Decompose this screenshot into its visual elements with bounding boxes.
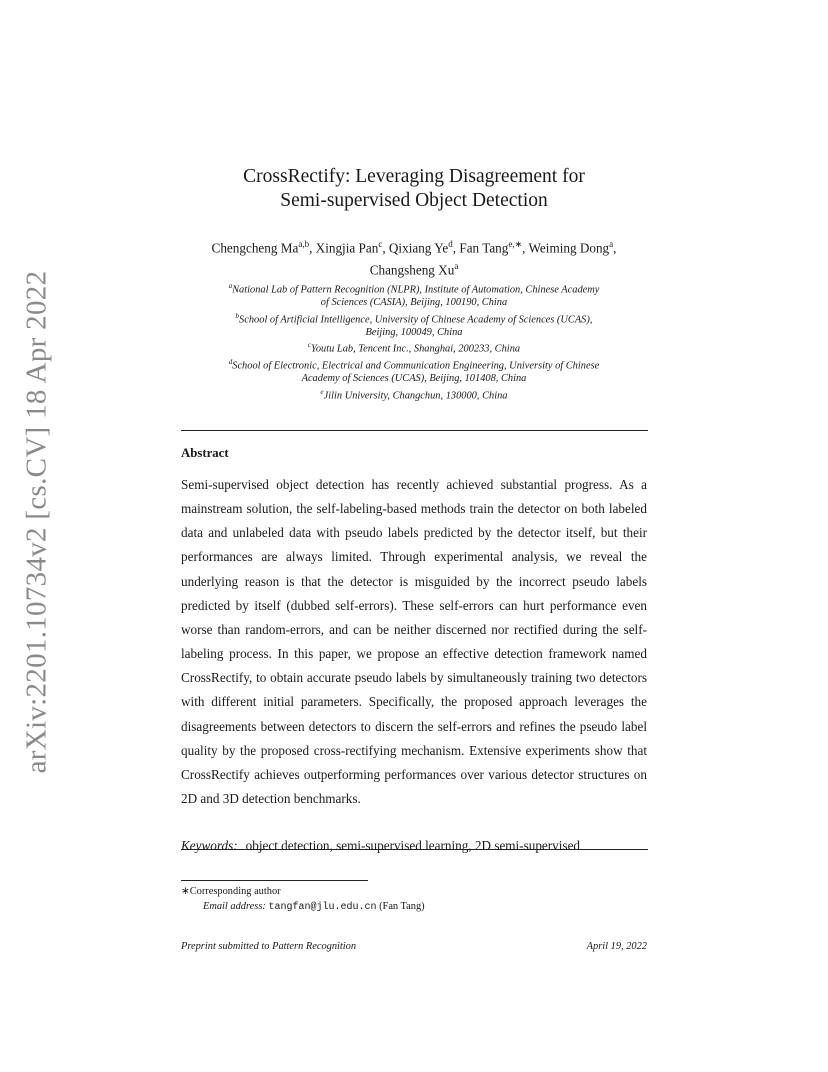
abstract-heading: Abstract [181,446,229,460]
author-name: Xingjia Pan [315,240,379,256]
author-name: Weiming Dong [528,240,610,256]
abstract-text: Semi-supervised object detection has recently achieved substantial progress. As a mainstream solution, the self-labeling-based methods train the detector on both labeled data and unlabeled data with pseudo labels predicted by the detector itself, but their performances are always limited. Through experimental analysis, we reveal the underlying reason is that the detector is misguided by the incorrect pseudo labels predicted by itself (dubbed self-errors). These self-errors can hurt performance even worse than random-errors, and can be neither discerned nor rectified during the self-labeling process. In this paper, we propose an effective detection framework named CrossRectify, to obtain accurate pseudo labels by simultaneously training two detectors with different initial parameters. Specifically, the proposed approach leverages the disagreements between detectors to discern the self-errors and refines the pseudo label quality by the proposed cross-rectifying mechanism. Extensive experiments show that CrossRectify achieves outperforming performances over various detector structures on 2D and 3D detection benchmarks. [181,477,647,807]
affiliation-cont: of Sciences (CASIA), Beijing, 100190, China [320,297,508,309]
preprint-date: April 19, 2022 [586,941,647,952]
affiliation: $^e$Jilin University, Changchun, 130000, China [320,388,508,402]
affiliation-cont: Academy of Sciences (UCAS), Beijing, 101408, China [301,373,527,385]
title-line-2: Semi-supervised Object Detection [280,190,548,211]
author-affil-marker: a [454,261,459,272]
footnote [181,884,425,915]
author-name: Fan Tang [459,240,509,256]
author-affil-marker: a [609,239,614,249]
author-name: Chengcheng Ma [211,240,299,256]
abstract-bottom-divider [181,849,648,850]
email-line [181,899,425,915]
affiliation-list [176,280,652,403]
footnote-divider [181,880,368,881]
arxiv-identifier-stamp: arXiv:2201.10734v2 [cs.CV] 18 Apr 2022 [20,270,53,774]
author-name: Changsheng Xu [369,262,455,278]
abstract-top-divider [181,430,648,431]
author-affil-marker: a,b [298,239,310,249]
corresponding-author-note: ∗Corresponding author [181,886,281,897]
keywords-text: object detection, semi-supervised learning, 2D semi-supervised [245,838,581,853]
affiliation: $^b$School of Artificial Intelligence, University of Chinese Academy of Sciences (UCAS), [235,311,593,326]
paper-title [0,165,828,213]
affiliation-cont: Beijing, 100049, China [365,326,463,338]
title-line-1: CrossRectify: Leveraging Disagreement for [243,166,585,187]
affiliation: $^c$Youtu Lab, Tencent Inc., Shanghai, 200233, China [307,341,521,355]
affiliation: $^d$School of Electronic, Electrical and Communication Engineering, University of Chinese [228,358,600,372]
email-address[interactable]: tangfan@jlu.edu.cn [268,902,377,913]
email-owner: (Fan Tang) [379,901,425,912]
preprint-note: Preprint submitted to Pattern Recognition [181,941,357,952]
keywords-line [181,838,580,854]
author-affil-marker: d [448,239,453,249]
author-affil-marker: e,∗ [508,239,523,249]
author-affil-marker: c [378,239,383,249]
email-label: Email address: [203,901,266,912]
keywords-label: Keywords: [181,838,238,853]
page-footer [181,941,647,952]
author-list: Chengcheng Ma$^{a,b}$, Xingjia Pan$^c$, Qixiang Ye$^d$, Fan Tang$^{e,∗}$, Weiming Dong$^a$, Changsheng Xu$^a$ [211,239,617,278]
author-name: Qixiang Ye [388,240,449,256]
affiliation: $^a$National Lab of Pattern Recognition (NLPR), Institute of Automation, Chinese Academy [228,282,600,296]
